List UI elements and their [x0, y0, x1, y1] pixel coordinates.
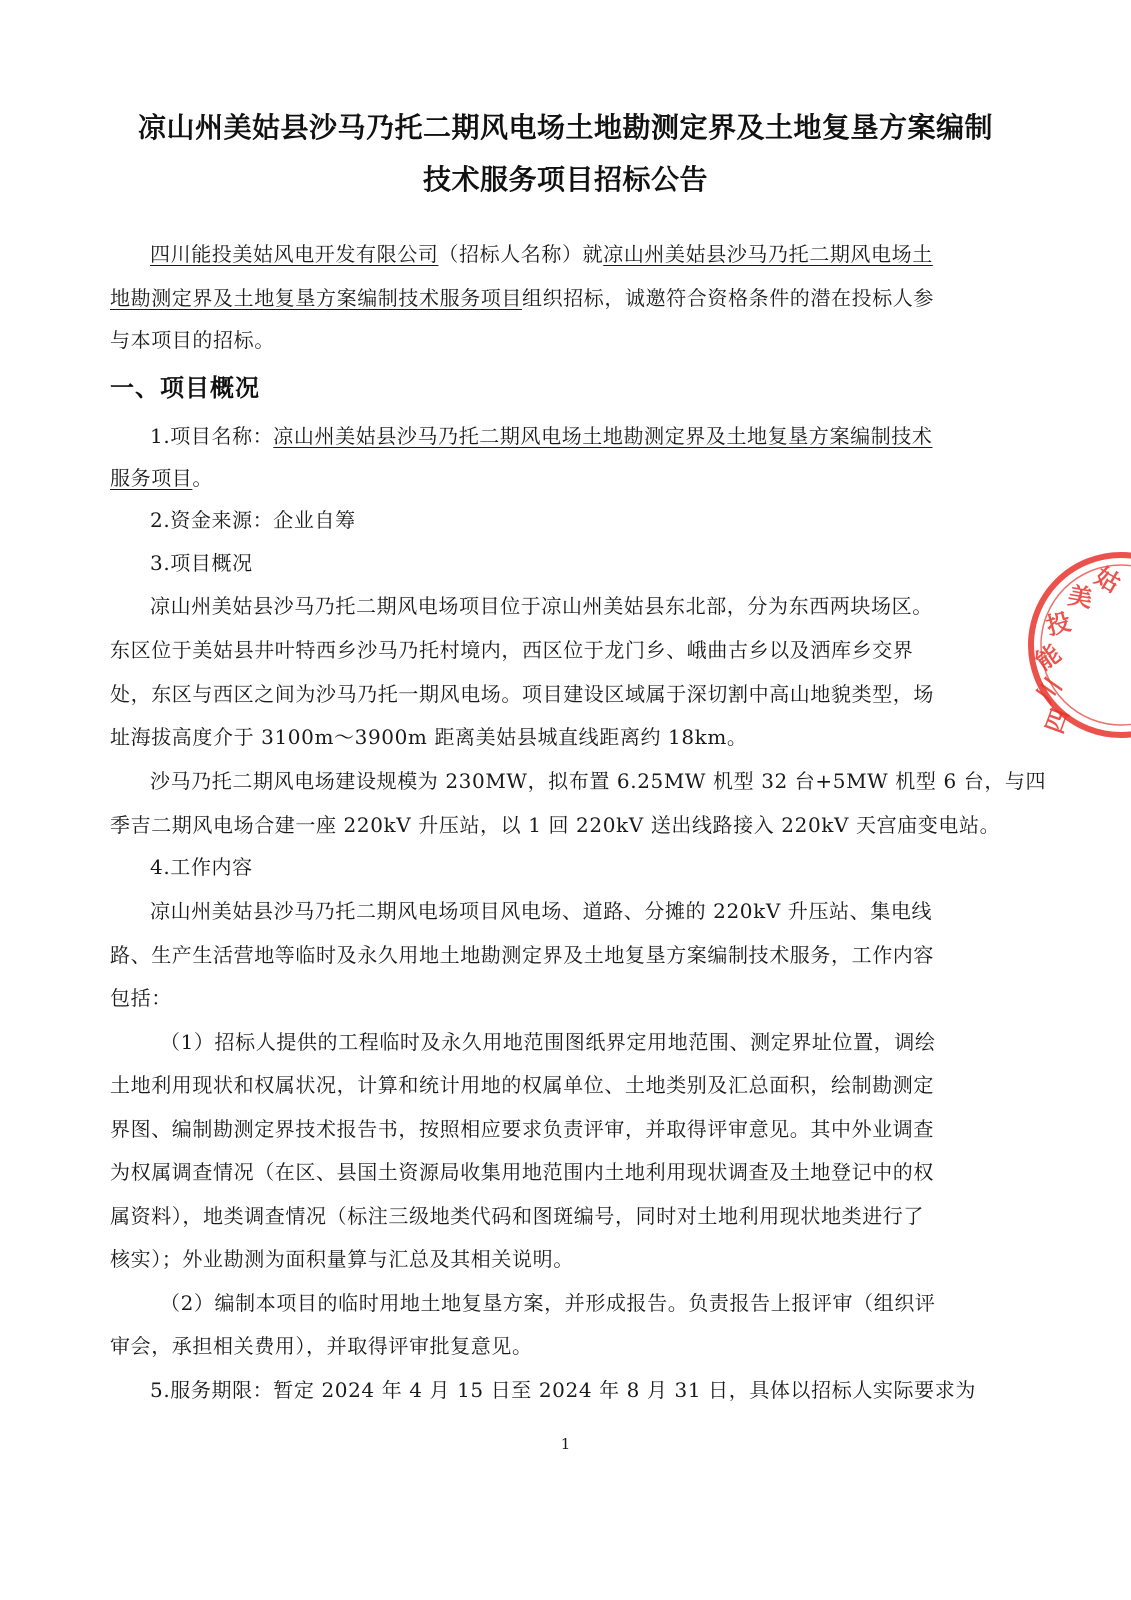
- item-5: 5.服务期限：暂定 2024 年 4 月 15 日至 2024 年 8 月 31 日，具体以招标人实际要求为: [150, 1378, 976, 1402]
- work-1-line: 属资料），地类调查情况（标注三级地类代码和图斑编号，同时对土地利用现状地类进行了: [110, 1204, 924, 1228]
- seal-char: 投: [1043, 607, 1074, 641]
- intro-line-2: [110, 284, 1010, 312]
- item-1-line-1: [150, 422, 1010, 450]
- work-1-line: 核实）；外业勘测为面积量算与汇总及其相关说明。: [110, 1247, 574, 1271]
- overview-line: 凉山州美姑县沙马乃托二期风电场项目位于凉山州美姑县东北部，分为东西两块场区。: [150, 594, 933, 618]
- seal-char: 姑: [1090, 561, 1125, 599]
- item-1-label: 1.项目名称：: [150, 424, 274, 448]
- item-1-end: 。: [192, 466, 214, 490]
- seal-lettering: [1030, 562, 1124, 737]
- seal-char: 美: [1065, 581, 1095, 614]
- tenderer-note: （招标人名称）就: [438, 242, 604, 266]
- work-1-line: 土地利用现状和权属状况，计算和统计用地的权属单位、土地类别及汇总面积，绘制勘测定: [110, 1073, 934, 1097]
- document-title-line-2: 技术服务项目招标公告: [422, 163, 708, 196]
- section-heading: 一、项目概况: [110, 374, 260, 402]
- item-1-line-2: [110, 464, 1010, 492]
- project-name-link-cont: 地勘测定界及土地复垦方案编制技术服务项目: [110, 286, 522, 310]
- project-name-link: 凉山州美姑县沙马乃托二期风电场土: [603, 242, 933, 266]
- document-title-line-1: 凉山州美姑县沙马乃托二期风电场土地勘测定界及土地复垦方案编制: [137, 111, 993, 144]
- overview-line: 处，东区与西区之间为沙马乃托一期风电场。项目建设区域属于深切割中高山地貌类型，场: [110, 682, 934, 706]
- overview-line: 东区位于美姑县井叶特西乡沙马乃托村境内，西区位于龙门乡、峨曲古乡以及洒库乡交界: [110, 638, 914, 662]
- seal-char: 四: [1040, 704, 1075, 738]
- work-2-line: 审会，承担相关费用），并取得评审批复意见。: [110, 1334, 533, 1358]
- work-1-line: （1）招标人提供的工程临时及永久用地范围图纸界定用地范围、测定界址位置，调绘: [160, 1030, 936, 1054]
- page-number: 1: [560, 1435, 571, 1453]
- work-line: 凉山州美姑县沙马乃托二期风电场项目风电场、道路、分摊的 220kV 升压站、集电线: [150, 899, 933, 923]
- seal-char: 川: [1030, 672, 1068, 709]
- seal-char: 能: [1030, 639, 1067, 676]
- intro-line-3: 与本项目的招标。: [110, 328, 275, 352]
- company-seal-stamp: [1001, 545, 1131, 745]
- work-1-line: 界图、编制勘测定界技术报告书，按照相应要求负责评审，并取得评审意见。其中外业调查: [110, 1117, 934, 1141]
- work-line: 路、生产生活营地等临时及永久用地土地勘测定界及土地复垦方案编制技术服务，工作内容: [110, 943, 934, 967]
- work-2-line: （2）编制本项目的临时用地土地复垦方案，并形成报告。负责报告上报评审（组织评: [160, 1291, 936, 1315]
- item-3: 3.项目概况: [150, 551, 253, 575]
- item-4: 4.工作内容: [150, 855, 253, 879]
- overview-line: 址海拔高度介于 3100m～3900m 距离美姑县城直线距离约 18km。: [110, 725, 748, 749]
- item-2: 2.资金来源：企业自筹: [150, 508, 356, 532]
- tenderer-name: 四川能投美姑风电开发有限公司: [150, 242, 439, 266]
- item-1-project-name: 凉山州美姑县沙马乃托二期风电场土地勘测定界及土地复垦方案编制技术: [273, 424, 933, 448]
- item-1-project-name-cont: 服务项目: [110, 466, 193, 490]
- intro-line-2-text: 组织招标，诚邀符合资格条件的潜在投标人参: [522, 286, 934, 310]
- scale-line: 季吉二期风电场合建一座 220kV 升压站，以 1 回 220kV 送出线路接入 220kV 天宫庙变电站。: [110, 813, 1001, 837]
- intro-line-1: [150, 240, 1010, 268]
- work-1-line: 为权属调查情况（在区、县国土资源局收集用地范围内土地利用现状调查及土地登记中的权: [110, 1160, 934, 1184]
- scale-line: 沙马乃托二期风电场建设规模为 230MW，拟布置 6.25MW 机型 32 台+5MW 机型 6 台，与四: [150, 769, 1047, 793]
- work-line: 包括：: [110, 986, 172, 1010]
